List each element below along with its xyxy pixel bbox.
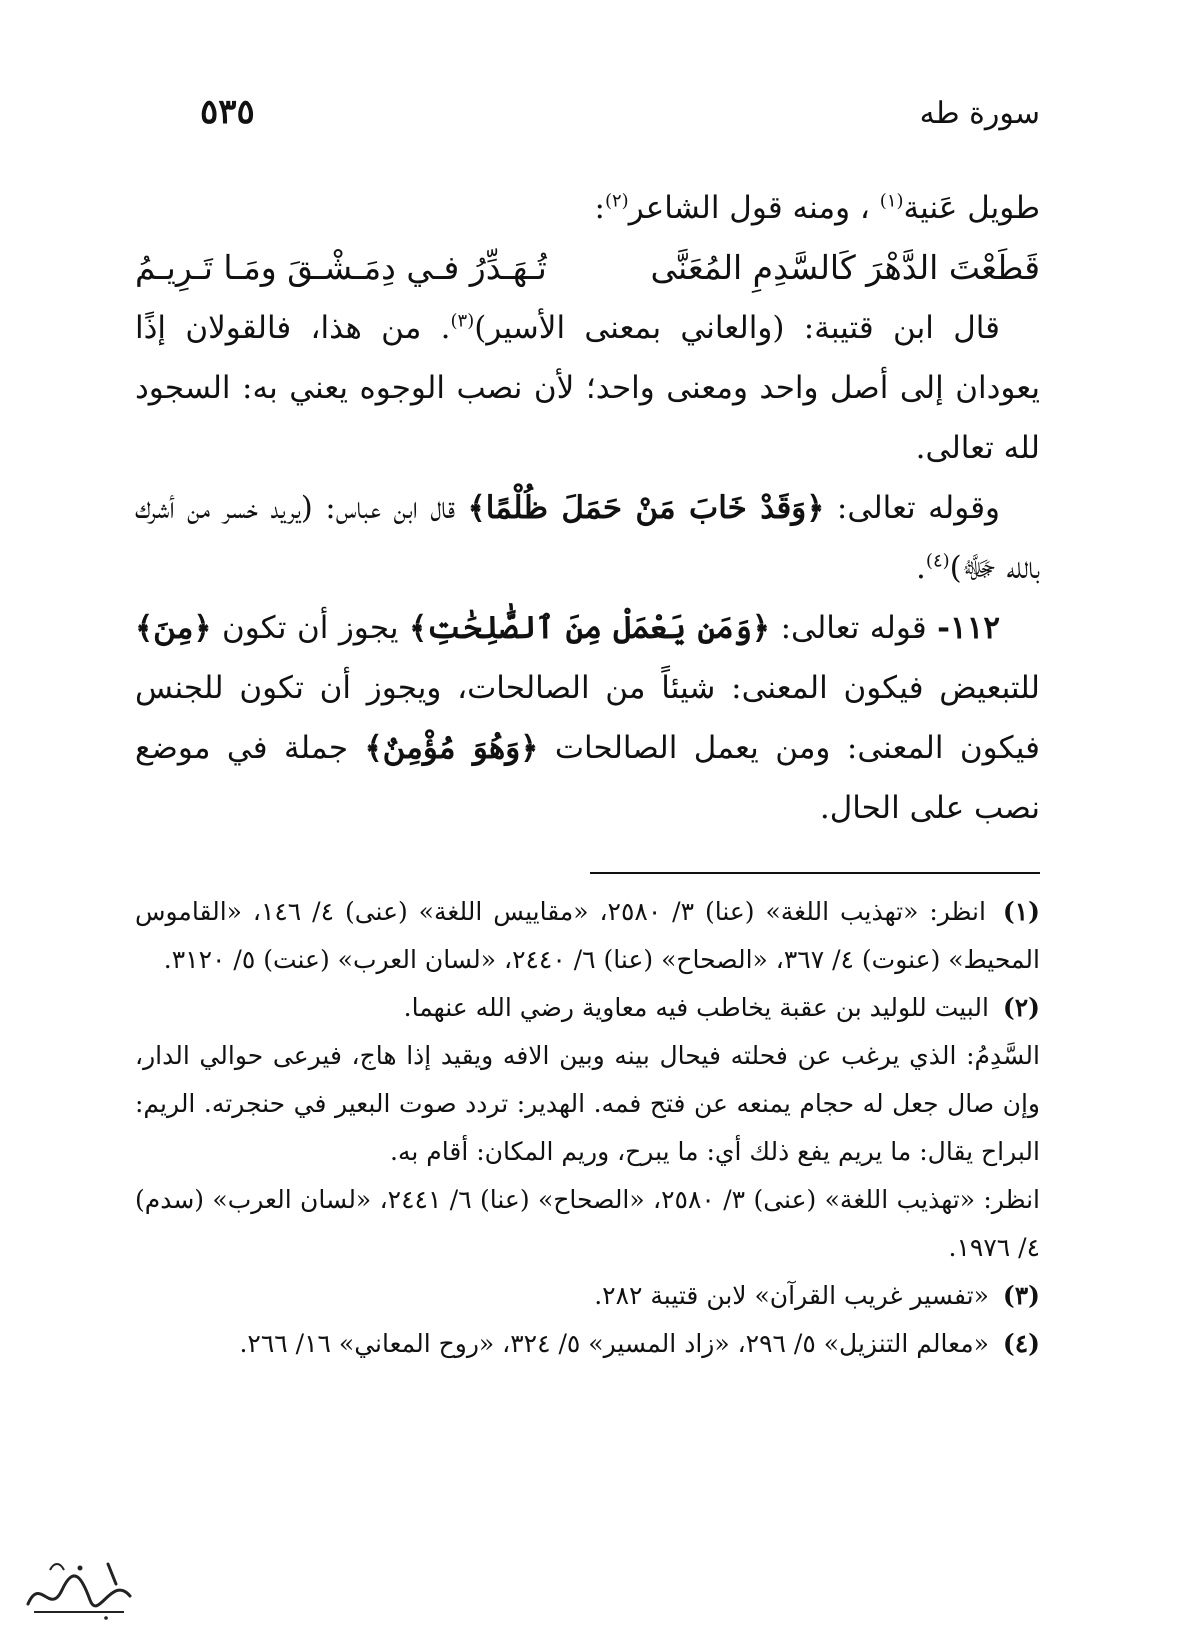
footnote-text: البيت للوليد بن عقبة يخاطب فيه معاوية رضي الله عنهما.: [403, 993, 989, 1022]
footnote-number: (١): [1002, 897, 1041, 926]
paragraph-2: [135, 298, 1040, 478]
footnote-number: (٤): [1002, 1329, 1040, 1358]
quran-quote: ﴿وَقَدْ خَابَ مَنْ حَمَلَ ظُلْمًا﴾: [467, 490, 825, 526]
paragraph-3: [135, 478, 1040, 598]
verse-second-hemistich: تُـهَـدِّرُ فـي دِمَـشْـقَ ومَـا تَـرِيـمُ: [135, 248, 547, 287]
quran-quote: ﴿وَهُوَ مُؤْمِنٌ﴾: [364, 730, 539, 766]
footnote-text: انظر: «تهذيب اللغة» (عنى) ٣/ ٢٥٨٠، «الصحاح» (عنا) ٦/ ٢٤٤١، «لسان العرب» (سدم) ٤/ ١٩٧٦.: [135, 1185, 1040, 1262]
text-run: ، ومنه قول الشاعر: [628, 190, 870, 226]
page-number: ٥٣٥: [200, 92, 255, 132]
footnote-ref: (٤): [925, 550, 950, 572]
footnote-1: [135, 888, 1040, 984]
footnote-2-refs: [135, 1176, 1040, 1272]
verse-number: ١١٢-: [937, 610, 1000, 646]
poetry-verse: [135, 238, 1040, 298]
footnote-text: السَّدِمُ: الذي يرغب عن فحلته فيحال بينه وبين الافه ويقيد إذا هاج، فيرعى حوالي الدار، وإن صال جعل له حجام يمنعه عن فتح فمه. الهدير: تردد صوت البعير في حنجرته. الريم: البراح يقال: ما يريم يفع ذلك أي: ما يبرح، وريم المكان: أقام به.: [135, 1041, 1040, 1166]
footnote-number: (٣): [1002, 1281, 1040, 1310]
text-run: قوله تعالى:: [780, 610, 927, 646]
footnote-3: [135, 1272, 1040, 1320]
quran-quote: ﴿مِنَ﴾: [135, 610, 212, 646]
text-run: قال ابن قتيبة: (والعاني بمعنى الأسير): [474, 310, 1000, 346]
stamp-calligraphy-icon: [20, 1556, 140, 1626]
footnote-number: (٢): [1002, 993, 1040, 1022]
quran-quote: ﴿وَمَن يَعْمَلْ مِنَ ٱلصَّٰلِحَٰتِ﴾: [408, 610, 771, 646]
footnote-text: انظر: «تهذيب اللغة» (عنا) ٣/ ٢٥٨٠، «مقاييس اللغة» (عنى) ٤/ ١٤٦، «القاموس المحيط» (عنوت) ٤/ ٣٦٧، «الصحاح» (عنا) ٦/ ٢٤٤٠، «لسان العرب» (عنت) ٥/ ٣١٢٠.: [135, 897, 1040, 974]
text-run: وقوله تعالى:: [836, 490, 1001, 526]
main-text: [135, 178, 1040, 838]
text-run: . من هذا، فالقولان إذًا يعودان إلى أصل واحد ومعنى واحد؛ لأن نصب الوجوه يعني به: السجود لله تعالى.: [135, 310, 1040, 466]
verse-first-hemistich: قَطَعْتَ الدَّهْرَ كَالسَّدِمِ المُعَنَّى: [650, 248, 1040, 287]
text-run: قال ابن عباس: (يريد خسر من أشرك بالله ﷻ): [135, 490, 1040, 586]
footnotes: [135, 888, 1040, 1368]
text-run: للتبعيض فيكون المعنى: شيئاً من الصالحات، ويجوز أن تكون للجنس فيكون المعنى: ومن يعمل الصالحات: [135, 670, 1040, 766]
footnote-ref: (٢): [604, 190, 629, 212]
footnote-2: [135, 984, 1040, 1032]
text-run: جملة في موضع نصب على الحال.: [135, 730, 1040, 826]
page-header: [130, 92, 1040, 146]
text-run: طويل عَنية: [903, 190, 1040, 226]
footnote-2-gloss: [135, 1032, 1040, 1176]
text-run: :: [594, 190, 605, 226]
footnote-ref: (١): [879, 190, 904, 212]
surah-name: سورة طه: [919, 96, 1040, 131]
library-stamp-logo: [20, 1556, 140, 1626]
footnote-ref: (٣): [450, 310, 475, 332]
footnote-4: [135, 1320, 1040, 1368]
text-run: يجوز أن تكون: [222, 610, 399, 646]
footnote-text: «تفسير غريب القرآن» لابن قتيبة ٢٨٢.: [594, 1281, 989, 1310]
footnote-text: «معالم التنزيل» ٥/ ٢٩٦، «زاد المسير» ٥/ ٣٢٤، «روح المعاني» ١٦/ ٢٦٦.: [239, 1329, 989, 1358]
paragraph-4: [135, 598, 1040, 838]
text-run: .: [916, 550, 926, 586]
footnote-separator: [590, 872, 1040, 874]
paragraph-1: [135, 178, 1040, 238]
